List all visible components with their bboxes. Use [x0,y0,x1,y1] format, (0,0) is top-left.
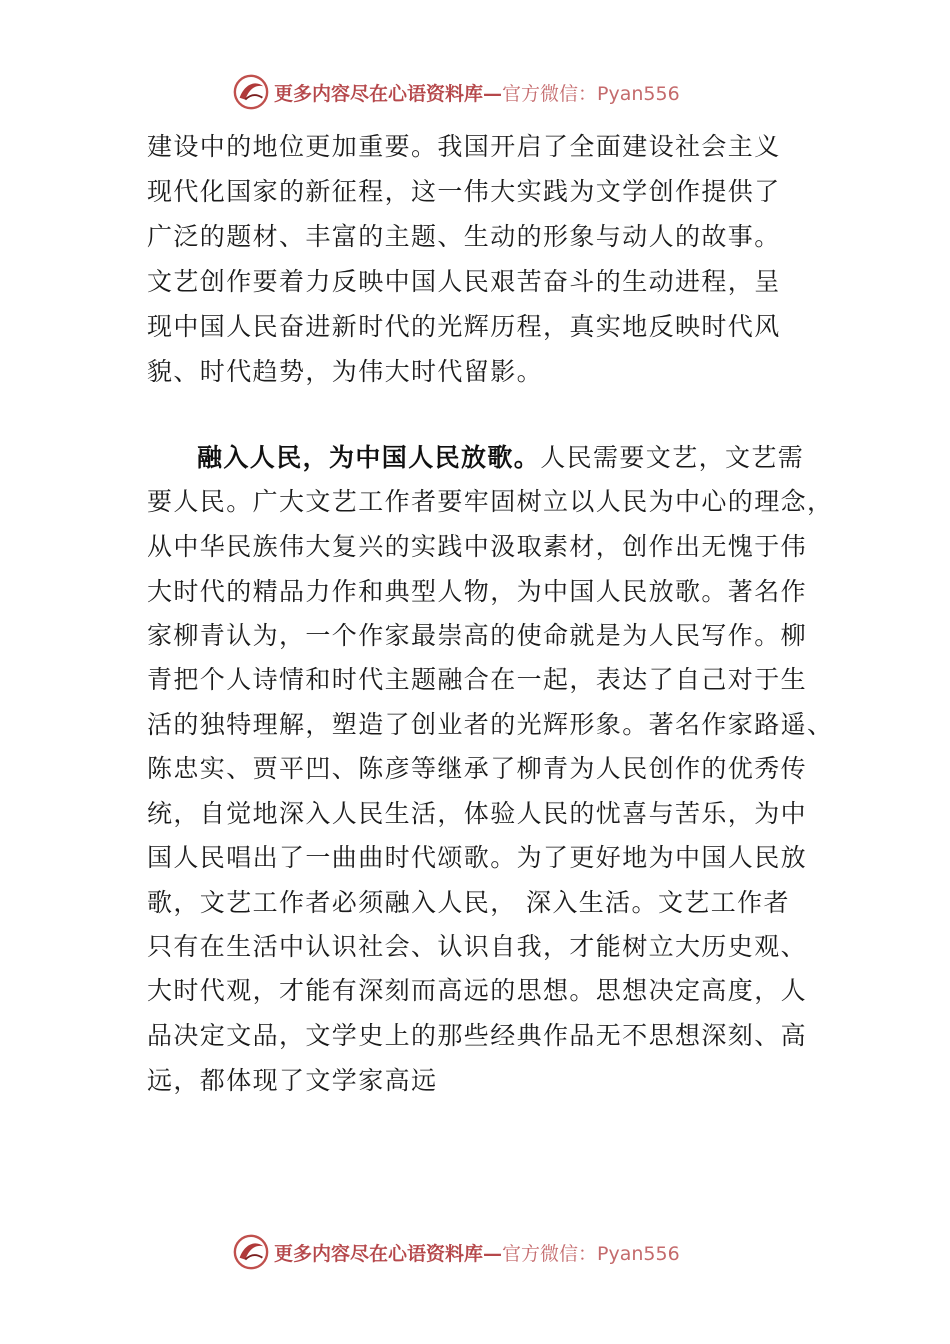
banner-text: 更多内容尽在心语资料库—官方微信：Pyan556 [274,82,680,105]
brand-logo-icon [232,1233,270,1271]
text-line: 国人民唱出了一曲曲时代颂歌。为了更好地为中国人民放 [147,843,808,872]
text-line: 大时代观，才能有深刻而高远的思想。思想决定高度，人 [147,976,808,1005]
text-line: 从中华民族伟大复兴的实践中汲取素材，创作出无愧于伟 [147,532,808,561]
text-line: 貌、时代趋势，为伟大时代留影。 [147,357,544,386]
banner-text: 更多内容尽在心语资料库—官方微信：Pyan556 [274,1242,680,1265]
text-line: 要人民。广大文艺工作者要牢固树立以人民为中心的理念， [147,487,834,516]
text-line: 远，都体现了文学家高远 [147,1066,438,1095]
text-line: 现中国人民奋进新时代的光辉历程，真实地反映时代风 [147,312,781,341]
text-line: 品决定文品，文学史上的那些经典作品无不思想深刻、高 [147,1021,808,1050]
paragraph-first-line: 融入人民，为中国人民放歌。人民需要文艺，文艺需 [197,443,805,472]
paragraph-lead-heading: 融入人民，为中国人民放歌。 [197,443,541,472]
text-line: 大时代的精品力作和典型人物，为中国人民放歌。著名作 [147,577,808,606]
text-line: 现代化国家的新征程，这一伟大实践为文学创作提供了 [147,177,781,206]
text-line: 青把个人诗情和时代主题融合在一起，表达了自己对于生 [147,665,808,694]
header-banner [232,70,680,114]
text-line: 家柳青认为，一个作家最崇高的使命就是为人民写作。柳 [147,621,808,650]
text-line: 活的独特理解，塑造了创业者的光辉形象。著名作家路遥、 [147,710,834,739]
text-line: 陈忠实、贾平凹、陈彦等继承了柳青为人民创作的优秀传 [147,754,808,783]
footer-banner [232,1230,680,1274]
brand-logo-icon [232,73,270,111]
text-line: 广泛的题材、丰富的主题、生动的形象与动人的故事。 [147,222,781,251]
text-line: 只有在生活中认识社会、认识自我，才能树立大历史观、 [147,932,808,961]
text-line: 歌，文艺工作者必须融入人民， 深入生活。文艺工作者 [147,888,790,917]
text-line: 文艺创作要着力反映中国人民艰苦奋斗的生动进程，呈 [147,267,781,296]
text-line: 统，自觉地深入人民生活，体验人民的忧喜与苦乐，为中 [147,799,808,828]
text-line: 建设中的地位更加重要。我国开启了全面建设社会主义 [147,132,781,161]
